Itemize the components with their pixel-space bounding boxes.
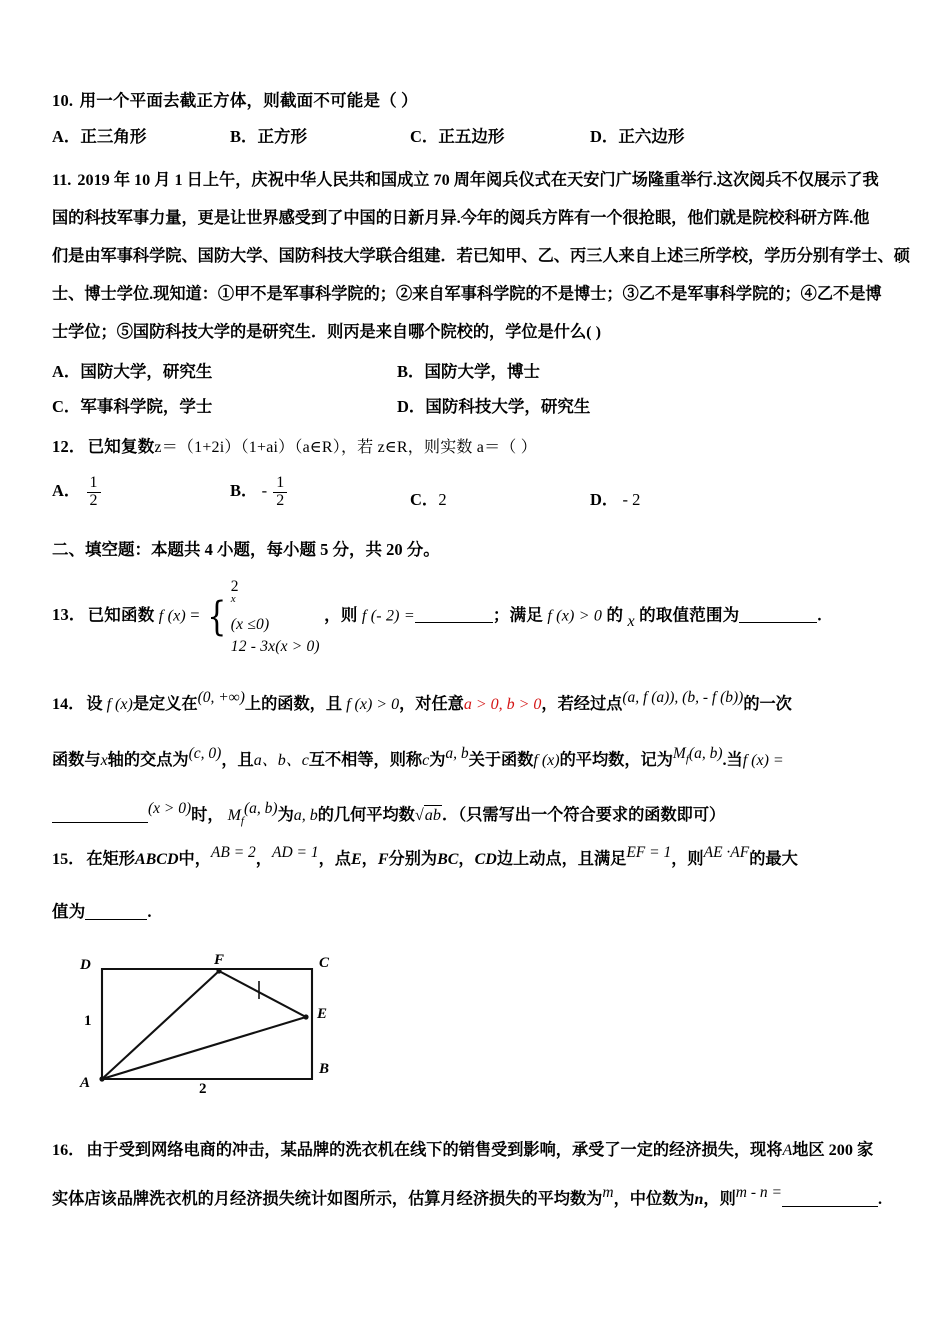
q14-M-args-2: (a, b) xyxy=(243,800,278,818)
q14-l3-c: 的几何平均数 xyxy=(317,806,415,825)
question-11-line-1-text: 2019 年 10 月 1 日上午，庆祝中华人民共和国成立 70 周年阅兵仪式在天安门广场隆重举行.这次阅兵不仅展示了我 xyxy=(77,170,879,189)
piece-1-base: 2 xyxy=(230,577,239,595)
choice-b-label: B． xyxy=(397,361,425,381)
choice-d-text: 正六边形 xyxy=(618,126,685,146)
q14-l1-c: 上的函数，且 xyxy=(244,694,343,713)
q15-side-CD: CD xyxy=(474,850,497,868)
q14-mean-notation xyxy=(672,744,723,765)
question-10-number: 10. xyxy=(52,91,74,110)
choice-b[interactable] xyxy=(230,123,410,147)
q14-l3-b: 为 xyxy=(277,806,294,825)
choice-d-label: D． xyxy=(590,489,619,509)
choice-c[interactable] xyxy=(410,123,590,147)
fraction-numerator: 1 xyxy=(276,473,285,491)
question-14-line-2 xyxy=(52,744,912,771)
question-10 xyxy=(52,88,912,147)
choice-d[interactable] xyxy=(590,123,684,147)
piecewise-row-2 xyxy=(231,636,320,658)
question-16-number: 16． xyxy=(52,1140,85,1159)
choice-c-text: 军事科学院，学士 xyxy=(80,396,213,416)
choice-d-label: D． xyxy=(590,126,619,146)
side-length-left: 1 xyxy=(84,1012,92,1029)
q14-intersection-point: (c, 0) xyxy=(188,744,222,762)
piecewise-rows xyxy=(231,576,320,659)
q14-l2-f: 关于函数 xyxy=(468,750,534,769)
q16-expression: m - n = xyxy=(735,1184,782,1202)
question-16-line-2 xyxy=(52,1184,912,1210)
question-16-line-1 xyxy=(52,1141,912,1160)
fraction-denominator: 2 xyxy=(87,492,101,510)
question-11-line-4: 士、博士学位.现知道：①甲不是军事科学院的；②来自军事科学院的不是博士；③乙不是军事科学院的；④乙不是博 xyxy=(52,284,882,303)
answer-blank-2[interactable] xyxy=(739,622,817,623)
question-13-number: 13． xyxy=(52,605,86,625)
question-13-then: ，则 xyxy=(324,605,358,625)
variable-x: x xyxy=(627,613,635,631)
choice-b-fraction xyxy=(273,475,287,510)
choice-b-text: 正方形 xyxy=(257,126,308,146)
q14-domain-interval: (0, +∞) xyxy=(197,688,245,706)
piece-2-expression: 12 - 3x(x > 0) xyxy=(230,638,320,656)
q14-ab-vars-2: a, b xyxy=(293,807,318,825)
q15-EF-length: EF = 1 xyxy=(626,843,672,861)
choice-c[interactable] xyxy=(410,486,590,510)
question-12 xyxy=(52,434,912,510)
q15-dot-product: AE ·AF xyxy=(703,843,750,861)
choice-c-label: C． xyxy=(410,126,439,146)
question-12-choices xyxy=(52,475,912,510)
vertex-label-F: F xyxy=(214,951,225,968)
choice-b[interactable] xyxy=(230,475,410,510)
q15-comma-2: ， xyxy=(458,849,475,868)
piecewise-row-1 xyxy=(231,576,320,637)
q14-l2-a: 函数与 xyxy=(52,750,101,769)
choice-b-label: B． xyxy=(230,480,258,500)
q14-l1-a: 设 xyxy=(86,694,103,713)
choice-a-text: 国防大学，研究生 xyxy=(80,361,213,381)
vertex-label-D: D xyxy=(80,956,91,973)
vertex-label-E: E xyxy=(317,1005,328,1022)
q14-l2-g: 的平均数，记为 xyxy=(559,750,673,769)
q14-M-subscript: f xyxy=(685,752,689,765)
vertex-label-C: C xyxy=(319,954,330,971)
q14-abc-vars: a、b、c xyxy=(253,751,309,769)
question-15 xyxy=(52,843,912,1101)
q15-l1-g: ，则 xyxy=(671,849,704,868)
rectangle-abcd-diagram xyxy=(74,951,364,1101)
function-f-of-x: f (x) xyxy=(158,607,186,625)
question-14-number: 14． xyxy=(52,694,85,713)
question-10-stem-text: 用一个平面去截正方体，则截面不可能是（ ） xyxy=(79,91,418,110)
choice-a-label: A． xyxy=(52,480,81,500)
question-15-line-1 xyxy=(52,843,912,870)
q16-mean-m: m xyxy=(602,1184,614,1202)
q14-fx-ref: f (x) xyxy=(533,751,560,769)
q16-l2-c: ，则 xyxy=(703,1190,736,1209)
piece-1-exponent: x xyxy=(230,593,236,606)
condition-f-positive: f (x) > 0 xyxy=(547,607,603,625)
question-13-lead: 已知函数 xyxy=(87,605,155,625)
q16-l1-a: 由于受到网络电商的冲击，某品牌的洗衣机在线下的销售受到影响，承受了一定的经济损失，现将 xyxy=(86,1140,783,1159)
q14-points: (a, f (a)), (b, - f (b)) xyxy=(622,688,744,706)
answer-blank-function[interactable] xyxy=(52,822,148,823)
choice-a[interactable] xyxy=(52,358,397,382)
left-brace-icon: { xyxy=(207,594,227,641)
q14-l1-b: 是定义在 xyxy=(132,694,198,713)
answer-blank-q15[interactable] xyxy=(85,919,147,920)
q15-comma-1: ， xyxy=(361,849,378,868)
q15-AD-length: AD = 1 xyxy=(271,843,319,861)
question-11 xyxy=(52,161,912,417)
section-2-heading: 二、填空题：本题共 4 小题，每小题 5 分，共 20 分。 xyxy=(52,539,440,559)
f-of-minus-two: f (- 2) = xyxy=(361,607,415,625)
q15-l1-f: 边上动点，且满足 xyxy=(496,849,627,868)
diagram-svg xyxy=(74,951,364,1101)
q14-x-axis-var: x xyxy=(100,751,108,769)
answer-blank-1[interactable] xyxy=(415,622,493,623)
question-12-lead: 已知复数 xyxy=(87,436,155,456)
q14-l2-d: 互不相等，则称 xyxy=(308,750,423,769)
q14-M-symbol: M xyxy=(672,744,686,762)
choice-c-text: 正五边形 xyxy=(438,126,505,146)
choice-a[interactable] xyxy=(52,475,230,510)
question-14-line-1 xyxy=(52,688,912,715)
side-length-bottom: 2 xyxy=(199,1080,207,1097)
choice-c-label: C． xyxy=(52,396,81,416)
question-13-period: . xyxy=(817,605,822,625)
q15-AB-length: AB = 2 xyxy=(210,843,256,861)
q14-red-condition: a > 0, b > 0 xyxy=(463,695,542,713)
choice-a-fraction xyxy=(87,475,101,510)
question-10-stem xyxy=(52,88,912,114)
q15-l1-b: 中， xyxy=(178,849,211,868)
q14-M-symbol-2: M xyxy=(227,807,241,825)
q15-rect-name: ABCD xyxy=(134,850,179,868)
question-13-tail: 的取值范围为 xyxy=(639,605,740,625)
choice-c-label: C． xyxy=(410,489,439,509)
q16-l1-b: 地区 200 家 xyxy=(792,1140,874,1159)
choice-a-label: A． xyxy=(52,126,81,146)
choice-d[interactable] xyxy=(397,393,590,417)
choice-c-value: 2 xyxy=(438,489,447,509)
question-11-line-2: 国的科技军事力量，更是让世界感受到了中国的日新月异.今年的阅兵方阵有一个很抢眼，他们就是院校科研方阵.他 xyxy=(52,208,870,227)
q14-M-subscript-2: f xyxy=(240,815,244,828)
q14-l2-e: 为 xyxy=(429,750,446,769)
question-12-stem xyxy=(52,434,912,461)
minus-sign: - xyxy=(261,480,268,500)
choice-b-label: B． xyxy=(230,126,258,146)
q14-l2-h: .当 xyxy=(722,750,743,769)
question-13-stem xyxy=(52,576,912,659)
vertex-label-A: A xyxy=(80,1074,91,1091)
fraction-numerator: 1 xyxy=(89,473,98,491)
choice-d-text: 国防科技大学，研究生 xyxy=(425,396,591,416)
q14-function-fx: f (x) xyxy=(106,695,133,713)
q15-l2-a: 值为 xyxy=(52,902,86,922)
question-11-choices-row-2 xyxy=(52,393,912,417)
vertex-label-B: B xyxy=(319,1060,330,1077)
q14-M-args: (a, b) xyxy=(688,744,723,762)
choice-a-text: 正三角形 xyxy=(80,126,147,146)
page-content xyxy=(52,88,912,1212)
choice-a-label: A． xyxy=(52,361,81,381)
question-11-number: 11. xyxy=(52,170,72,189)
equals-sign: = xyxy=(190,605,200,625)
question-13-mid: ；满足 xyxy=(492,605,543,625)
choice-d[interactable] xyxy=(590,486,640,510)
q15-l1-d: ，点 xyxy=(318,849,351,868)
question-13-de: 的 xyxy=(606,605,624,625)
q16-l2-b: ，中位数为 xyxy=(613,1190,695,1209)
q14-c-var: c xyxy=(422,751,430,769)
question-14 xyxy=(52,688,912,828)
q14-l2-b: 轴的交点为 xyxy=(107,750,189,769)
q15-l1-a: 在矩形 xyxy=(86,849,135,868)
q16-median-n: n xyxy=(694,1191,704,1209)
q14-l1-d: ，对任意 xyxy=(399,694,464,713)
q14-l3-d: ．（只需写出一个符合要求的函数即可） xyxy=(441,806,726,825)
q14-l3-a: 时， xyxy=(191,806,224,825)
q16-period: . xyxy=(878,1190,883,1209)
piece-1-condition: (x ≤0) xyxy=(230,615,270,633)
choice-d-label: D． xyxy=(397,396,426,416)
question-11-body xyxy=(52,161,912,351)
q15-l1-e: 分别为 xyxy=(388,849,438,868)
q14-fx-equals: f (x) = xyxy=(742,751,784,769)
choice-b[interactable] xyxy=(397,358,540,382)
question-12-number: 12． xyxy=(52,436,86,456)
q14-x-positive-cond: (x > 0) xyxy=(148,800,192,818)
q14-mean-notation-2 xyxy=(227,800,278,828)
q14-ab-vars: a, b xyxy=(445,744,469,762)
question-15-line-2 xyxy=(52,899,912,925)
sqrt-icon: √ab xyxy=(414,806,441,825)
question-11-line-1 xyxy=(52,161,912,199)
q15-l1-h: 的最大 xyxy=(749,849,798,868)
question-15-number: 15． xyxy=(52,849,85,868)
question-11-choices-row-1 xyxy=(52,358,912,382)
choice-c[interactable] xyxy=(52,393,397,417)
question-11-line-3: 们是由军事科学院、国防大学、国防科技大学联合组建．若已知甲、乙、丙三人来自上述三所学校，学历分别有学士、硕 xyxy=(52,246,910,265)
question-13 xyxy=(52,576,912,659)
q15-point-F: F xyxy=(377,850,389,868)
q15-period: . xyxy=(147,902,152,922)
answer-blank-q16[interactable] xyxy=(782,1206,878,1207)
q14-sqrt-content: ab xyxy=(424,806,441,825)
choice-b-text: 国防大学，博士 xyxy=(424,361,541,381)
q16-region-A: A xyxy=(782,1141,793,1159)
q14-f-positive: f (x) > 0 xyxy=(346,695,400,713)
question-14-line-3 xyxy=(52,800,912,828)
q15-point-E: E xyxy=(350,850,362,868)
choice-d-value: - 2 xyxy=(622,489,641,509)
question-11-line-5: 士学位；⑤国防科技大学的是研究生．则丙是来自哪个院校的，学位是什么( ) xyxy=(52,322,602,341)
q14-l1-f: 的一次 xyxy=(743,694,792,713)
q14-l2-c: ，且 xyxy=(221,750,254,769)
choice-a[interactable] xyxy=(52,123,230,147)
q15-side-BC: BC xyxy=(437,850,459,868)
question-12-formula: z＝（1+2i）（1+ai）（a∈R），若 z∈R，则实数 a＝（ ） xyxy=(154,438,537,456)
question-10-choices xyxy=(52,123,912,147)
q15-l1-c: ， xyxy=(255,849,272,868)
question-16 xyxy=(52,1141,912,1210)
piecewise-function xyxy=(204,576,320,659)
q14-l1-e: ，若经过点 xyxy=(541,694,623,713)
fraction-denominator: 2 xyxy=(273,492,287,510)
q16-l2-a: 实体店该品牌洗衣机的月经济损失统计如图所示，估算月经济损失的平均数为 xyxy=(52,1190,603,1209)
